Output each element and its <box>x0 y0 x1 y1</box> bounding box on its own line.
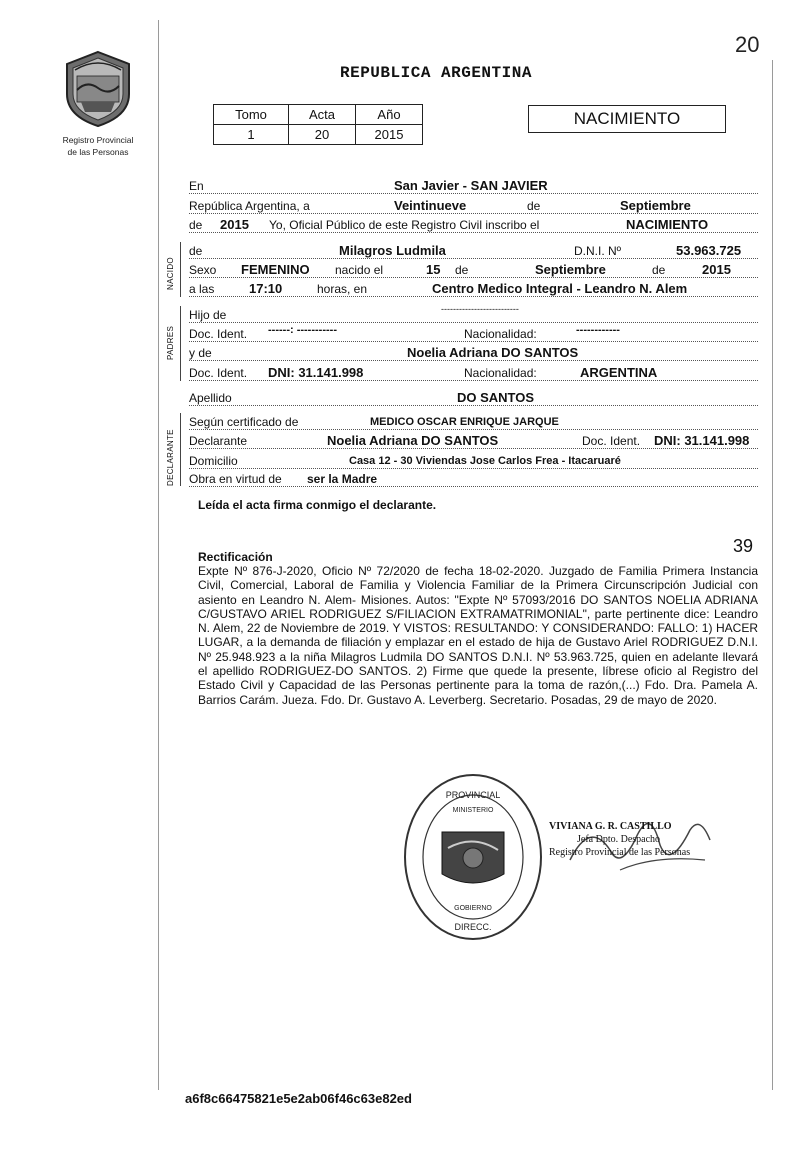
decl-value: Noelia Adriana DO SANTOS <box>327 433 499 448</box>
de2-label: de <box>189 218 203 232</box>
act-type-box: NACIMIENTO <box>528 105 726 133</box>
row-y-de <box>189 344 758 361</box>
rectification-title: Rectificación <box>198 550 273 564</box>
time-value: 17:10 <box>249 281 283 296</box>
cert-label: Según certificado de <box>189 415 299 429</box>
de-label-nac: de <box>189 244 203 258</box>
dni-label: D.N.I. Nº <box>574 244 622 258</box>
row-nacido-sex <box>189 261 758 278</box>
volume-table-header-row <box>214 105 423 125</box>
row-nacido-time <box>189 280 758 297</box>
birth-place-value: Centro Medico Integral - Leandro N. Alem <box>432 281 688 296</box>
logo-caption-line2: de las Personas <box>67 147 129 157</box>
decl-label: Declarante <box>189 434 248 448</box>
de-label-3: de <box>652 263 666 277</box>
obra-label: Obra en virtud de <box>189 472 282 486</box>
declarante-bracket <box>180 413 181 486</box>
provincia-misiones-emblem-icon <box>63 50 133 128</box>
signature-statement: Leída el acta firma conmigo el declarante. <box>198 498 437 512</box>
signer-name: VIVIANA G. R. CASTILLO <box>549 821 672 832</box>
row-domicilio <box>189 452 758 469</box>
tomo-value: 1 <box>214 125 289 145</box>
nacido-bracket <box>180 242 181 297</box>
sex-value: FEMENINO <box>241 262 310 277</box>
document-title: REPUBLICA ARGENTINA <box>340 64 532 82</box>
row-doc2 <box>189 364 758 381</box>
volume-table <box>213 104 423 145</box>
row-doc1 <box>189 325 758 342</box>
declarante-section-label: DECLARANTE <box>166 429 175 486</box>
child-name-value: Milagros Ludmila <box>339 243 446 258</box>
hijo-de-label: Hijo de <box>189 308 227 322</box>
row-declarante <box>189 432 758 449</box>
doc1-value: ------: ----------- <box>268 324 337 336</box>
cert-value: MEDICO OSCAR ENRIQUE JARQUE <box>370 416 559 428</box>
rectification-body: Expte Nº 876-J-2020, Oficio Nº 72/2020 de fecha 18-02-2020. Juzgado de Familia Primera Instancia Civil, Comercial, Laboral de Familia y Violencia Familiar de la Primera Circunscripción Judicial con asiento en Leandro N. Alem- Misiones. Autos: "Expte Nº 57093/2016 DO SANTOS NOELIA ADRIANA C/GUSTAVO ARIEL RODRIGUEZ S/FILIACION EXTRAMATRIMONIAL", parte pertinente dice: Leandro N. Alem, 22 de Noviembre de 2019. Y VISTOS: RESULTANDO: Y CONSIDERANDO: FALLO: 1) HACER LUGAR, a la demanda de filiación y emplazar en el estado de hija de Gustavo Ariel RODRIGUEZ D.N.I. Nº 25.948.923 a la niña Milagros Ludmila DO SANTOS D.N.I. Nº 53.963.725, quien en adelante llevará el apellido RODRIGUEZ-DO SANTOS. 2) Firme que quede la presente, líbrese oficio al Registro del Estado Civil y Capacidad de las Personas pertinente para la toma de razón,(...) Fdo. Dra. Pamela A. Barrios Carám. Jueza. Fdo. Dr. Gustavo A. Leverberg. Secretario. Posadas, 29 de mayo de 2020. <box>198 564 758 707</box>
mother-value: Noelia Adriana DO SANTOS <box>407 345 579 360</box>
page-number: 20 <box>735 32 760 57</box>
row-certificado <box>189 413 758 430</box>
right-margin-line <box>772 60 773 1090</box>
obra-value: ser la Madre <box>307 472 378 486</box>
month-value: Septiembre <box>620 198 691 213</box>
signer-role: Jefa Dpto. Despacho <box>577 834 661 845</box>
de-label: de <box>527 199 541 213</box>
signer-office: Registro Provincial de las Personas <box>549 847 691 858</box>
nac2-value: ARGENTINA <box>580 365 658 380</box>
birth-year-value: 2015 <box>702 262 731 277</box>
official-round-seal-icon <box>400 770 550 945</box>
doc2-label: Doc. Ident. <box>189 366 248 380</box>
sexo-label: Sexo <box>189 263 217 277</box>
document-code: a6f8c66475821e5e2ab06f46c63e82ed <box>185 1091 412 1106</box>
y-de-label: y de <box>189 346 212 360</box>
decl-doc-value: DNI: 31.141.998 <box>654 433 750 448</box>
dom-label: Domicilio <box>189 454 238 468</box>
apellido-label: Apellido <box>189 391 232 405</box>
svg-text:GOBIERNO: GOBIERNO <box>454 905 492 912</box>
row-nacido-name <box>189 242 758 259</box>
rectification-number: 39 <box>733 536 754 556</box>
row-republica <box>189 197 758 214</box>
father-value: -------------------------- <box>441 304 519 314</box>
de-label-2: de <box>455 263 469 277</box>
act-type-value: NACIMIENTO <box>626 217 709 232</box>
en-label: En <box>189 179 204 193</box>
nac1-label: Nacionalidad: <box>464 327 537 341</box>
logo-caption-line1: Registro Provincial <box>62 135 134 145</box>
nacido-el-label: nacido el <box>335 263 384 277</box>
nacido-section-label: NACIDO <box>166 257 175 290</box>
republica-label: República Argentina, a <box>189 199 310 213</box>
dom-value: Casa 12 - 30 Viviendas Jose Carlos Frea - Itacaruaré <box>349 455 621 467</box>
acta-value: 20 <box>289 125 356 145</box>
year-value: 2015 <box>220 217 249 232</box>
row-oficial <box>189 216 758 233</box>
tomo-header: Tomo <box>214 105 289 125</box>
birth-day-value: 15 <box>426 262 441 277</box>
row-en <box>189 177 758 194</box>
row-apellido <box>189 389 758 406</box>
doc2-value: DNI: 31.141.998 <box>268 365 364 380</box>
oficial-text: Yo, Oficial Público de este Registro Civil inscribo el <box>269 218 540 232</box>
decl-doc-label: Doc. Ident. <box>582 434 641 448</box>
padres-section-label: PADRES <box>166 325 175 360</box>
doc1-label: Doc. Ident. <box>189 327 248 341</box>
nac1-value: ------------ <box>576 324 620 336</box>
volume-table-value-row <box>214 125 423 145</box>
row-hijo-de <box>189 306 758 323</box>
left-margin-line <box>158 20 159 1090</box>
svg-text:MINISTERIO: MINISTERIO <box>452 807 494 814</box>
signer-block <box>549 820 690 859</box>
nac2-label: Nacionalidad: <box>464 366 537 380</box>
acta-header: Acta <box>289 105 356 125</box>
row-obra <box>189 470 758 487</box>
anio-value: 2015 <box>356 125 423 145</box>
child-dni-value: 53.963.725 <box>676 243 742 258</box>
day-words-value: Veintinueve <box>394 198 467 213</box>
a-las-label: a las <box>189 282 215 296</box>
padres-bracket <box>180 306 181 381</box>
horas-label: horas, en <box>317 282 368 296</box>
birth-month-value: Septiembre <box>535 262 606 277</box>
svg-text:DIRECC.: DIRECC. <box>454 922 492 932</box>
svg-text:PROVINCIAL: PROVINCIAL <box>445 790 501 800</box>
registry-logo <box>50 50 146 157</box>
anio-header: Año <box>356 105 423 125</box>
place-value: San Javier - SAN JAVIER <box>394 178 548 193</box>
apellido-value: DO SANTOS <box>457 390 535 405</box>
